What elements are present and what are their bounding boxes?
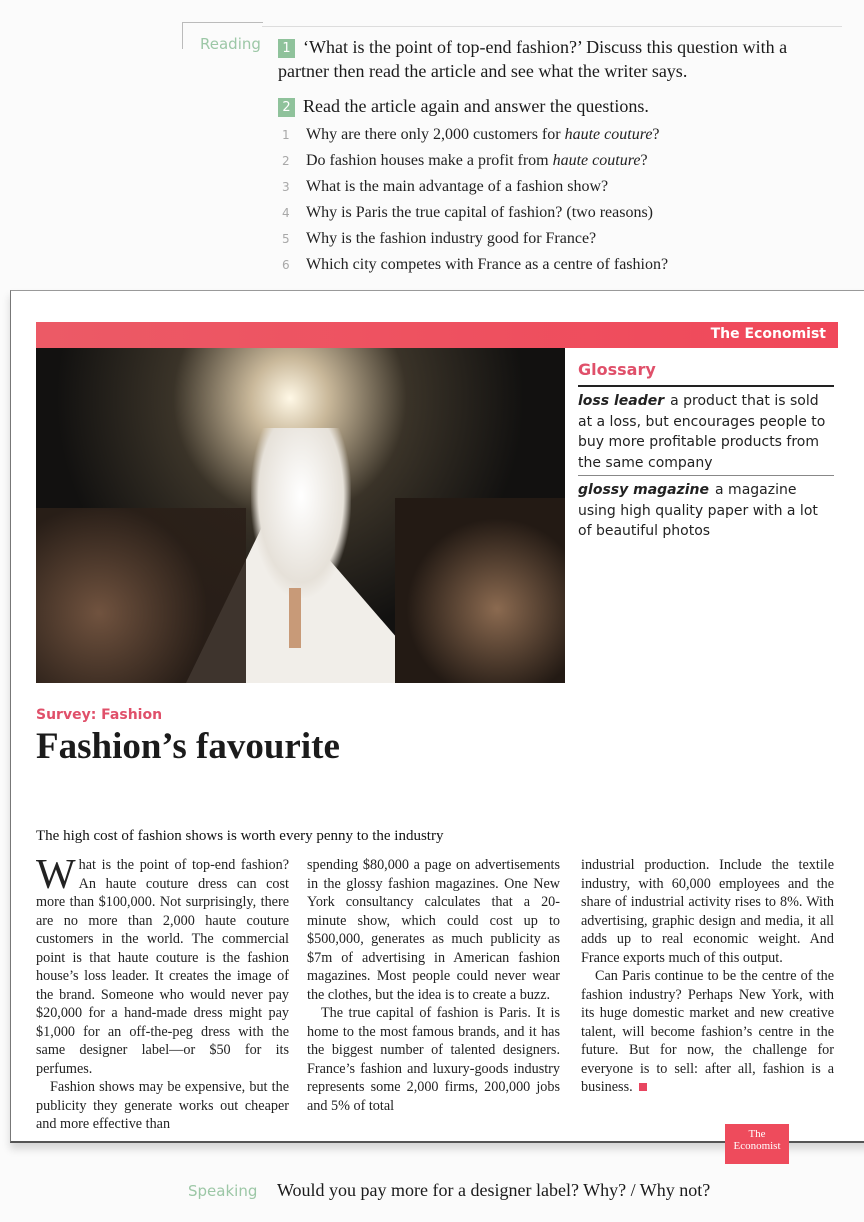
speaking-question: Would you pay more for a designer label? Why? / Why not?	[277, 1180, 711, 1200]
model-figure	[251, 428, 351, 598]
top-rule	[262, 26, 842, 27]
drop-cap: W	[36, 852, 76, 898]
paragraph: Fashion shows may be expensive, but the publicity they generate works out cheaper and more effective than	[36, 1079, 289, 1132]
question-italic: haute couture	[564, 126, 653, 143]
question-number: 5	[282, 232, 290, 246]
question-item	[282, 178, 608, 196]
glossary-entry	[578, 476, 834, 544]
question-item	[282, 256, 668, 274]
paragraph: Can Paris continue to be the centre of the fashion industry? Perhaps New York, with its huge domestic market and new creative talent, will become fashion’s centre in the future. But for now, the challenge for everyone is to sell: after all, fashion is a business.	[581, 968, 834, 1095]
model-legs	[289, 588, 301, 648]
question-text: Why is the fashion industry good for France?	[306, 230, 597, 247]
task-1	[278, 35, 818, 83]
glossary-term: glossy magazine	[578, 482, 710, 498]
question-end: ?	[652, 126, 660, 143]
question-number: 2	[282, 154, 290, 168]
audience-right	[395, 498, 565, 683]
paragraph: The true capital of fashion is Paris. It is home to the most famous brands, and it has the biggest number of talented designers. France’s fashion and luxury-goods industry represents some 2,000 firms, 200,000 jobs and 5% of total	[307, 1005, 560, 1114]
question-text: Which city competes with France as a centre of fashion?	[306, 256, 669, 273]
question-item	[282, 152, 648, 170]
paragraph: spending $80,000 a page on advertisements in the glossy fashion magazines. One New York consultancy calculates that a 20-minute show, which could cost up to $500,000, generates as much publicity as $7m of advertising in American fashion magazines. Most people could never wear the clothes, but the idea is to create a buzz.	[307, 857, 560, 1003]
task-1-text: ‘What is the point of top-end fashion?’ Discuss this question with a partner then read the article and see what the writer says.	[278, 37, 788, 81]
glossary-term: loss leader	[578, 393, 665, 409]
headline: Fashion’s favourite	[36, 726, 340, 767]
glossary-definition: a product that is sold at a loss, but encourages people to buy more profitable products from the same company	[578, 393, 826, 471]
glossary-definition: a magazine using high quality paper with a lot of beautiful photos	[578, 482, 818, 539]
glossary-entry	[578, 387, 834, 476]
article-column-2	[307, 856, 560, 1115]
task-number: 1	[278, 39, 295, 58]
question-text: Why is Paris the true capital of fashion? (two reasons)	[306, 204, 654, 221]
reading-label: Reading	[200, 35, 261, 53]
question-end: ?	[640, 152, 648, 169]
article-column-3	[581, 856, 834, 1097]
end-mark-icon	[639, 1083, 647, 1091]
glossary-title: Glossary	[578, 360, 834, 387]
task-2	[278, 94, 818, 118]
task-number: 2	[278, 98, 295, 117]
question-item	[282, 204, 653, 222]
question-item	[282, 230, 596, 248]
standfirst: The high cost of fashion shows is worth every penny to the industry	[36, 828, 444, 844]
question-number: 4	[282, 206, 290, 220]
question-number: 1	[282, 128, 290, 142]
question-item	[282, 126, 660, 144]
economist-logo: The Economist	[725, 1124, 789, 1164]
question-number: 6	[282, 258, 290, 272]
paragraph: industrial production. Include the textile industry, with 60,000 employees and the share of industrial activity rises to 8%. With advertising, graphic design and media, it all adds up to real economic weight. And France exports much of this output.	[581, 857, 834, 966]
source-banner	[36, 322, 838, 348]
task-2-text: Read the article again and answer the questions.	[303, 96, 649, 116]
question-text: Do fashion houses make a profit from	[306, 152, 553, 169]
glossary	[578, 360, 834, 544]
question-text: Why are there only 2,000 customers for	[306, 126, 565, 143]
speaking-label: Speaking	[188, 1182, 258, 1200]
kicker: Survey: Fashion	[36, 707, 163, 723]
question-number: 3	[282, 180, 290, 194]
question-text: What is the main advantage of a fashion show?	[306, 178, 609, 195]
question-italic: haute couture	[552, 152, 641, 169]
paragraph: hat is the point of top-end fashion? An haute couture dress can cost more than $100,000. Not surprisingly, there are no more than 2,000 haute couture customers in the world. The commercial point is that haute couture is the fashion house’s loss leader. It creates the image of the brand. Someone who would never pay $20,000 for a hand-made dress might pay $1,000 for an off-the-peg dress with the same designer label—or $50 for its perfumes.	[36, 857, 289, 1077]
runway-photo	[36, 348, 565, 683]
article-column-1	[36, 852, 289, 1134]
source-name: The Economist	[710, 326, 826, 342]
audience-left	[36, 508, 246, 683]
